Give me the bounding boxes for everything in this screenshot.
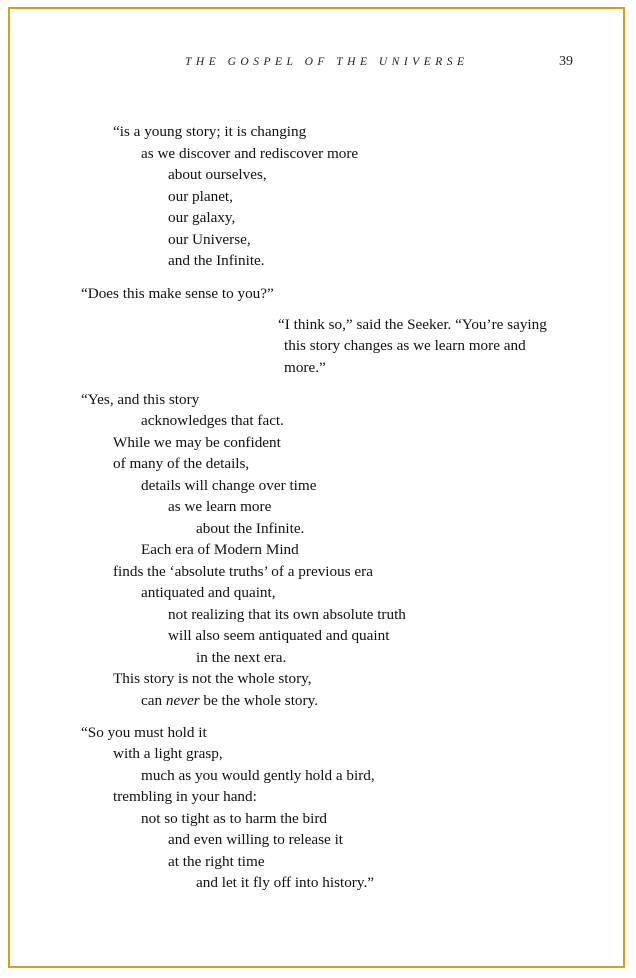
poem-line: not so tight as to harm the bird [141, 810, 328, 827]
poem-line: our galaxy, [168, 209, 236, 226]
poem-line: and even willing to release it [168, 831, 344, 848]
poem-line: “is a young story; it is changing [113, 123, 307, 140]
book-page [8, 7, 625, 968]
poem-line: details will change over time [141, 477, 317, 494]
poem-line: Each era of Modern Mind [141, 541, 299, 558]
poem-line [141, 692, 318, 710]
poem-line: as we learn more [168, 498, 272, 515]
emphasized-word: never [165, 692, 200, 709]
poem-line: trembling in your hand: [113, 788, 257, 805]
seeker-line: more.” [284, 359, 326, 376]
seeker-line: “I think so,” said the Seeker. “You’re saying [278, 316, 547, 333]
poem-line: at the right time [168, 853, 265, 870]
question-line: “Does this make sense to you?” [81, 285, 274, 302]
seeker-line: this story changes as we learn more and [284, 337, 526, 354]
poem-line: as we discover and rediscover more [141, 145, 359, 162]
line-text: be the whole story. [199, 692, 318, 709]
poem-line: While we may be confident [113, 434, 281, 451]
poem-line: our planet, [168, 188, 233, 205]
poem-line: “So you must hold it [81, 724, 207, 741]
poem-line: antiquated and quaint, [141, 584, 276, 601]
poem-line: acknowledges that fact. [141, 412, 284, 429]
page-number: 39 [559, 54, 573, 69]
poem-line: of many of the details, [113, 455, 250, 472]
poem-line: in the next era. [196, 649, 287, 666]
poem-line: and let it fly off into history.” [196, 874, 374, 891]
poem-line: and the Infinite. [168, 252, 265, 269]
poem-line: much as you would gently hold a bird, [141, 767, 375, 784]
running-head: THE GOSPEL OF THE UNIVERSE [185, 56, 469, 68]
poem-line: finds the ‘absolute truths’ of a previous era [113, 563, 373, 580]
poem-line: will also seem antiquated and quaint [168, 627, 390, 644]
poem-line: not realizing that its own absolute truth [168, 606, 406, 623]
poem-line: “Yes, and this story [81, 391, 200, 408]
poem-line: about the Infinite. [196, 520, 305, 537]
poem-line: This story is not the whole story, [113, 670, 312, 687]
poem-line: with a light grasp, [113, 745, 223, 762]
line-text: can [141, 692, 166, 709]
poem-line: about ourselves, [168, 166, 267, 183]
poem-line: our Universe, [168, 231, 251, 248]
